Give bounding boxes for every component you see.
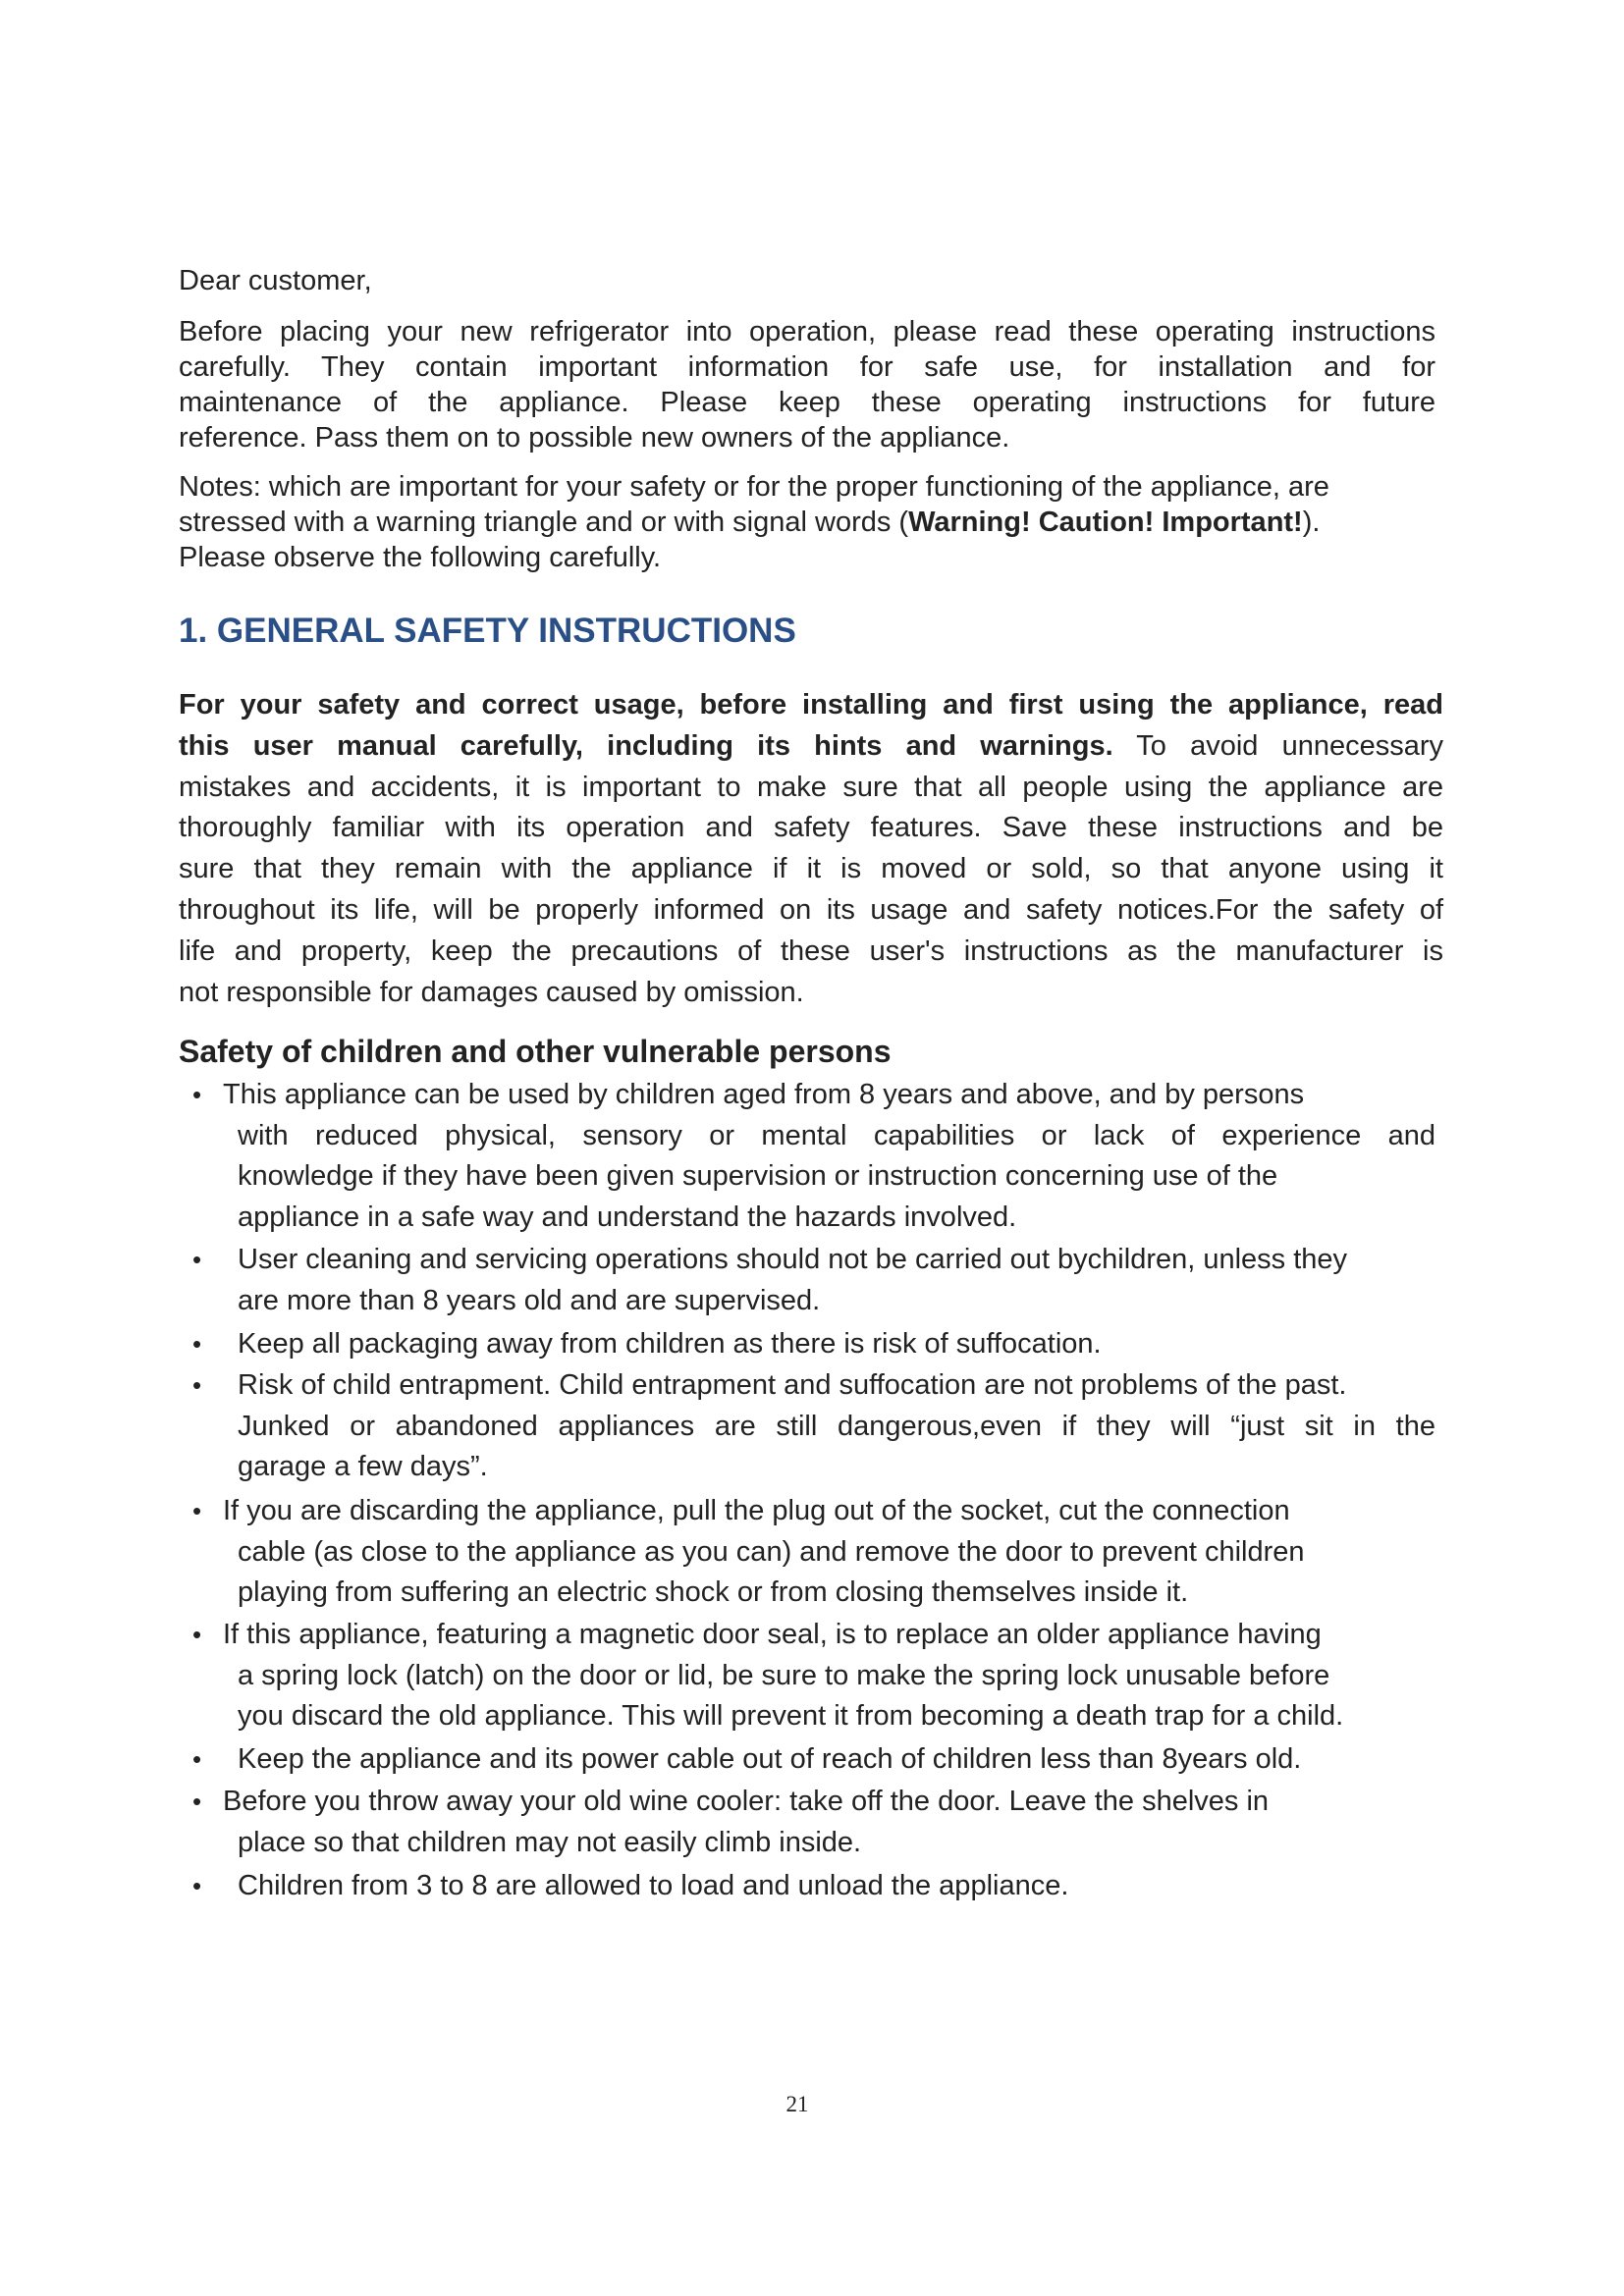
safety-line: mistakes and accidents, it is important to make sure that all people using the appliance are bbox=[179, 771, 1443, 803]
bullet-line: Children from 3 to 8 are allowed to load and unload the appliance. bbox=[238, 1870, 1069, 1901]
notes-text: ). bbox=[1302, 507, 1321, 538]
bullet-item bbox=[179, 1075, 1445, 1238]
section-heading: 1. GENERAL SAFETY INSTRUCTIONS bbox=[179, 612, 796, 650]
bullet-line: Keep all packaging away from children as there is risk of suffocation. bbox=[238, 1328, 1102, 1360]
safety-line: sure that they remain with the appliance if it is moved or sold, so that anyone using it bbox=[179, 853, 1443, 885]
bullet-line: Keep the appliance and its power cable out of reach of children less than 8years old. bbox=[238, 1743, 1302, 1775]
safety-bold-text: For your safety and correct usage, before installing and first using the appliance, read bbox=[179, 689, 1443, 721]
intro-line: maintenance of the appliance. Please keep these operating instructions for future bbox=[179, 387, 1435, 418]
bullet-icon: • bbox=[192, 1787, 202, 1816]
safety-line: life and property, keep the precautions of these user's instructions as the manufacturer is bbox=[179, 934, 1443, 967]
bullet-icon: • bbox=[192, 1370, 202, 1400]
bullet-line: This appliance can be used by children aged from 8 years and above, and by persons bbox=[223, 1079, 1305, 1110]
bullet-line: appliance in a safe way and understand the hazards involved. bbox=[238, 1201, 1017, 1233]
bullet-line: If this appliance, featuring a magnetic door seal, is to replace an older appliance having bbox=[223, 1619, 1322, 1650]
subheading: Safety of children and other vulnerable persons bbox=[179, 1034, 892, 1069]
notes-line: Notes: which are important for your safety or for the proper functioning of the appliance, are bbox=[179, 471, 1329, 503]
intro-line: reference. Pass them on to possible new owners of the appliance. bbox=[179, 422, 1010, 454]
intro-line: Before placing your new refrigerator into operation, please read these operating instructions bbox=[179, 316, 1435, 347]
bullet-item bbox=[179, 1491, 1445, 1614]
safety-line: throughout its life, will be properly informed on its usage and safety notices.For the safety of bbox=[179, 893, 1443, 926]
signal-words: Warning! Caution! Important! bbox=[908, 507, 1303, 538]
bullet-icon: • bbox=[192, 1080, 202, 1109]
bullet-line: place so that children may not easily climb inside. bbox=[238, 1826, 862, 1858]
bullet-line: Risk of child entrapment. Child entrapment and suffocation are not problems of the past. bbox=[238, 1369, 1347, 1401]
bullet-line: cable (as close to the appliance as you can) and remove the door to prevent children bbox=[238, 1535, 1305, 1568]
bullet-icon: • bbox=[192, 1496, 202, 1525]
bullet-item bbox=[179, 1324, 1445, 1365]
safety-intro-paragraph bbox=[179, 685, 1443, 1013]
notes-line: Please observe the following carefully. bbox=[179, 542, 662, 573]
intro-paragraph bbox=[179, 314, 1435, 455]
bullet-line: knowledge if they have been given supervision or instruction concerning use of the bbox=[238, 1160, 1278, 1192]
bullet-line: garage a few days”. bbox=[238, 1451, 488, 1482]
bullet-icon: • bbox=[192, 1329, 202, 1359]
bullet-line: If you are discarding the appliance, pull the plug out of the socket, cut the connection bbox=[223, 1495, 1290, 1526]
notes-line bbox=[179, 505, 1435, 540]
bullet-icon: • bbox=[192, 1744, 202, 1774]
bullet-line: User cleaning and servicing operations should not be carried out bychildren, unless they bbox=[238, 1244, 1348, 1275]
safety-line: not responsible for damages caused by omission. bbox=[179, 976, 804, 1008]
bullet-line: you discard the old appliance. This will prevent it from becoming a death trap for a child. bbox=[238, 1700, 1344, 1732]
greeting-text: Dear customer, bbox=[179, 265, 372, 296]
bullet-icon: • bbox=[192, 1871, 202, 1900]
safety-line bbox=[179, 685, 1443, 726]
intro-line: carefully. They contain important information for safe use, for installation and for bbox=[179, 351, 1435, 383]
bullet-item bbox=[179, 1240, 1445, 1321]
bullet-icon: • bbox=[192, 1620, 202, 1649]
bullet-item bbox=[179, 1365, 1445, 1488]
bullet-icon: • bbox=[192, 1245, 202, 1274]
safety-line: thoroughly familiar with its operation and safety features. Save these instructions and be bbox=[179, 812, 1443, 844]
notes-paragraph bbox=[179, 469, 1435, 575]
notes-text: stressed with a warning triangle and or with signal words ( bbox=[179, 507, 909, 538]
bullet-line: a spring lock (latch) on the door or lid, be sure to make the spring lock unusable before bbox=[238, 1659, 1330, 1691]
safety-bold-text: this user manual carefully, including its hints and warnings. bbox=[179, 729, 1113, 762]
greeting bbox=[179, 263, 1435, 298]
safety-text: To avoid unnecessary bbox=[1112, 729, 1443, 762]
bullet-item bbox=[179, 1866, 1445, 1907]
bullet-item bbox=[179, 1782, 1445, 1863]
bullet-line: Before you throw away your old wine cooler: take off the door. Leave the shelves in bbox=[223, 1786, 1270, 1817]
bullet-line: with reduced physical, sensory or mental capabilities or lack of experience and bbox=[238, 1119, 1435, 1151]
safety-line bbox=[179, 726, 1443, 768]
page-number: 21 bbox=[785, 2092, 809, 2116]
bullet-item bbox=[179, 1615, 1445, 1737]
bullet-line: Junked or abandoned appliances are still dangerous,even if they will “just sit in the bbox=[238, 1410, 1435, 1442]
bullet-line: playing from suffering an electric shock or from closing themselves inside it. bbox=[238, 1576, 1189, 1608]
bullet-item bbox=[179, 1739, 1445, 1781]
bullet-line: are more than 8 years old and are supervised. bbox=[238, 1284, 821, 1316]
